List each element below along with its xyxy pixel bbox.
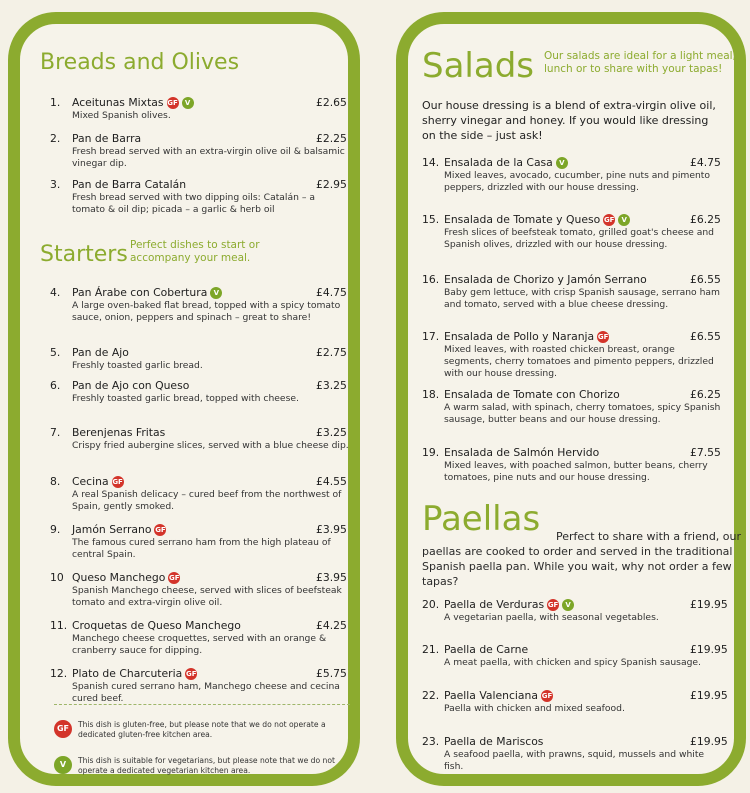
menu-item-header — [422, 735, 722, 749]
item-price: £2.95 — [316, 178, 347, 191]
menu-item — [422, 273, 722, 311]
item-number: 8. — [50, 475, 61, 488]
item-description: Spanish cured serrano ham, Manchego cheese and cecina cured beef. — [72, 681, 340, 704]
item-number: 15. — [422, 213, 440, 226]
gluten-free-icon: GF — [541, 692, 553, 700]
item-price: £3.25 — [316, 379, 347, 392]
menu-item — [422, 735, 728, 773]
item-description: Mixed Spanish olives. — [72, 110, 171, 121]
item-description: Mixed leaves, avocado, cucumber, pine nuts and pimento peppers, drizzled with our house dressing. — [444, 170, 711, 193]
menu-item-header — [422, 213, 722, 227]
breads-title: Breads and Olives — [40, 50, 240, 75]
item-description: A warm salad, with spinach, cherry tomatoes, spicy Spanish sausage, butter beans and our house dressing. — [444, 402, 721, 425]
menu-item — [422, 598, 728, 624]
item-number: 12. — [50, 667, 68, 680]
item-price: £4.25 — [316, 619, 347, 632]
item-name: Plato de Charcuteria — [72, 667, 183, 680]
item-price: £3.25 — [316, 426, 347, 439]
gluten-free-icon: GF — [54, 720, 72, 738]
right-menu-panel — [396, 12, 746, 786]
menu-item-header — [50, 619, 350, 633]
item-number: 1. — [50, 96, 61, 109]
vegetarian-icon: V — [210, 287, 222, 299]
menu-item-header — [50, 96, 350, 110]
item-name: Ensalada de la Casa — [444, 156, 553, 169]
item-description: Fresh bread served with two dipping oils: Catalán – a tomato & oil dip; picada – a garlic & herb oil — [72, 192, 315, 215]
item-description: Paella with chicken and mixed seafood. — [444, 703, 625, 714]
menu-item-header — [50, 286, 350, 300]
salads-title: Salads — [422, 46, 534, 86]
menu-item — [50, 523, 350, 561]
item-price: £19.95 — [690, 735, 728, 748]
veg-legend-text: This dish is suitable for vegetarians, but please note that we do not operate a dedicated vegetarian kitchen area. — [78, 756, 335, 775]
item-name: Ensalada de Salmón Hervido — [444, 446, 600, 459]
paellas-subtitle-text: Perfect to share with a friend, our paellas are cooked to order and served in the traditional Spanish paella pan. While you wait, why not order a few tapas? — [422, 530, 742, 588]
item-name: Paella de Mariscos — [444, 735, 544, 748]
menu-item — [50, 379, 350, 405]
item-number: 18. — [422, 388, 440, 401]
item-number: 16. — [422, 273, 440, 286]
item-name: Ensalada de Tomate y Queso — [444, 213, 601, 226]
menu-item — [422, 388, 722, 426]
menu-item-header — [50, 178, 350, 192]
item-name: Paella de Carne — [444, 643, 529, 656]
item-number: 19. — [422, 446, 440, 459]
menu-item-header — [50, 667, 350, 681]
item-number: 14. — [422, 156, 440, 169]
veg-legend — [54, 756, 350, 776]
gluten-free-icon: GF — [597, 333, 609, 341]
gluten-free-icon: GF — [169, 574, 180, 582]
menu-item — [422, 330, 722, 380]
gluten-free-icon: GF — [155, 526, 166, 534]
menu-item-header — [422, 156, 722, 170]
item-price: £5.75 — [316, 667, 347, 680]
menu-item — [422, 689, 728, 715]
menu-item — [50, 571, 350, 609]
item-name: Pan de Ajo — [72, 346, 129, 359]
item-name: Jamón Serrano — [72, 523, 152, 536]
item-description: Mixed leaves, with poached salmon, butter beans, cherry tomatoes, pine nuts and our house dressing. — [444, 460, 708, 483]
menu-item — [422, 446, 722, 484]
item-price: £19.95 — [690, 643, 728, 656]
menu-item-header — [422, 689, 722, 703]
item-description: Freshly toasted garlic bread, topped with cheese. — [72, 393, 299, 404]
menu-item-header — [50, 346, 350, 360]
item-name: Pan de Barra Catalán — [72, 178, 187, 191]
item-number: 21. — [422, 643, 440, 656]
salads-subtitle: Our salads are ideal for a light meal, lunch or to share with your tapas! — [544, 50, 736, 75]
item-description: A large oven-baked flat bread, topped with a spicy tomato sauce, onion, peppers and spinach – great to share! — [72, 300, 341, 323]
item-description: A seafood paella, with prawns, squid, mussels and white fish. — [444, 749, 705, 772]
gluten-free-icon: GF — [185, 670, 197, 678]
vegetarian-icon: V — [556, 157, 568, 169]
item-price: £6.25 — [690, 388, 721, 401]
legend-divider — [54, 704, 350, 705]
menu-item-header — [50, 523, 350, 537]
item-number: 4. — [50, 286, 61, 299]
item-description: A vegetarian paella, with seasonal vegetables. — [444, 612, 659, 623]
item-price: £4.75 — [690, 156, 721, 169]
item-name: Pan de Ajo con Queso — [72, 379, 190, 392]
item-price: £3.95 — [316, 571, 347, 584]
gf-legend — [54, 720, 350, 740]
left-menu-panel — [8, 12, 360, 786]
menu-item — [50, 96, 350, 122]
menu-item — [50, 286, 350, 324]
menu-item — [50, 346, 350, 372]
item-number: 20. — [422, 598, 440, 611]
item-description: Spanish Manchego cheese, served with slices of beefsteak tomato and extra-virgin olive oil. — [72, 585, 342, 608]
item-description: Manchego cheese croquettes, served with an orange & cranberry sauce for dipping. — [72, 633, 327, 656]
gluten-free-icon: GF — [112, 478, 123, 486]
vegetarian-icon: V — [54, 756, 72, 774]
menu-item — [422, 643, 728, 669]
starters-subtitle: Perfect dishes to start or accompany your meal. — [130, 239, 260, 264]
menu-item — [50, 475, 350, 513]
menu-item-header — [50, 132, 350, 146]
item-description: A meat paella, with chicken and spicy Spanish sausage. — [444, 657, 701, 668]
gluten-free-icon: GF — [547, 601, 559, 609]
menu-item — [50, 178, 350, 216]
item-price: £6.55 — [690, 273, 721, 286]
item-price: £6.55 — [690, 330, 721, 343]
gf-legend-text: This dish is gluten-free, but please note that we do not operate a dedicated gluten-free kitchen area. — [78, 720, 326, 739]
item-price: £19.95 — [690, 598, 728, 611]
item-name: Ensalada de Chorizo y Jamón Serrano — [444, 273, 647, 286]
vegetarian-icon: V — [562, 599, 574, 611]
item-name: Pan Árabe con Cobertura — [72, 286, 208, 299]
item-price: £3.95 — [316, 523, 347, 536]
item-price: £4.75 — [316, 286, 347, 299]
item-description: Mixed leaves, with roasted chicken breast, orange segments, cherry tomatoes and pimento peppers, drizzled with our house dressing. — [444, 344, 714, 379]
item-number: 23. — [422, 735, 440, 748]
menu-item — [50, 667, 350, 705]
salads-intro: Our house dressing is a blend of extra-virgin olive oil, sherry vinegar and honey. If you would like dressing on the side – just ask! — [422, 99, 716, 142]
item-number: 3. — [50, 178, 61, 191]
item-price: £2.65 — [316, 96, 347, 109]
item-description: Freshly toasted garlic bread. — [72, 360, 203, 371]
menu-item-header — [422, 643, 722, 657]
gluten-free-icon: GF — [167, 99, 178, 107]
menu-item-header — [422, 446, 722, 460]
item-name: Croquetas de Queso Manchego — [72, 619, 241, 632]
item-number: 22. — [422, 689, 440, 702]
item-price: £7.55 — [690, 446, 721, 459]
item-name: Ensalada de Pollo y Naranja — [444, 330, 595, 343]
item-number: 5. — [50, 346, 61, 359]
vegetarian-icon: V — [182, 97, 194, 109]
item-description: Crispy fried aubergine slices, served with a blue cheese dip. — [72, 440, 349, 451]
item-name: Pan de Barra — [72, 132, 142, 145]
item-description: A real Spanish delicacy – cured beef from the northwest of Spain, gently smoked. — [72, 489, 342, 512]
menu-item-header — [50, 571, 350, 585]
item-price: £4.55 — [316, 475, 347, 488]
menu-item-header — [422, 330, 722, 344]
item-name: Aceitunas Mixtas — [72, 96, 164, 109]
item-name: Berenjenas Fritas — [72, 426, 166, 439]
menu-item-header — [422, 388, 722, 402]
menu-item-header — [50, 426, 350, 440]
menu-item-header — [422, 273, 722, 287]
item-price: £2.25 — [316, 132, 347, 145]
item-price: £19.95 — [690, 689, 728, 702]
menu-item-header — [422, 598, 722, 612]
starters-title: Starters — [40, 242, 128, 267]
item-number: 9. — [50, 523, 61, 536]
item-number: 11. — [50, 619, 68, 632]
item-description: Fresh slices of beefsteak tomato, grilled goat's cheese and Spanish olives, drizzled with our house dressing. — [444, 227, 715, 250]
paellas-subtitle — [422, 529, 742, 589]
menu-item — [50, 132, 350, 170]
menu-item — [422, 156, 722, 194]
menu-item-header — [50, 475, 350, 489]
vegetarian-icon: V — [618, 214, 630, 226]
item-price: £2.75 — [316, 346, 347, 359]
item-name: Ensalada de Tomate con Chorizo — [444, 388, 620, 401]
item-name: Paella Valenciana — [444, 689, 538, 702]
item-number: 17. — [422, 330, 440, 343]
item-name: Queso Manchego — [72, 571, 166, 584]
item-price: £6.25 — [690, 213, 721, 226]
menu-item — [50, 426, 350, 452]
item-number: 10 — [50, 571, 64, 584]
item-number: 2. — [50, 132, 61, 145]
item-description: The famous cured serrano ham from the high plateau of central Spain. — [72, 537, 331, 560]
item-number: 6. — [50, 379, 61, 392]
gluten-free-icon: GF — [603, 216, 615, 224]
item-name: Paella de Verduras — [444, 598, 545, 611]
item-number: 7. — [50, 426, 61, 439]
paellas-title: Paellas — [422, 499, 541, 539]
item-description: Baby gem lettuce, with crisp Spanish sausage, serrano ham and tomato, served with a blue cheese dressing. — [444, 287, 720, 310]
item-description: Fresh bread served with an extra-virgin olive oil & balsamic vinegar dip. — [72, 146, 345, 169]
menu-item — [422, 213, 722, 251]
item-name: Cecina — [72, 475, 109, 488]
menu-item — [50, 619, 350, 657]
menu-item-header — [50, 379, 350, 393]
